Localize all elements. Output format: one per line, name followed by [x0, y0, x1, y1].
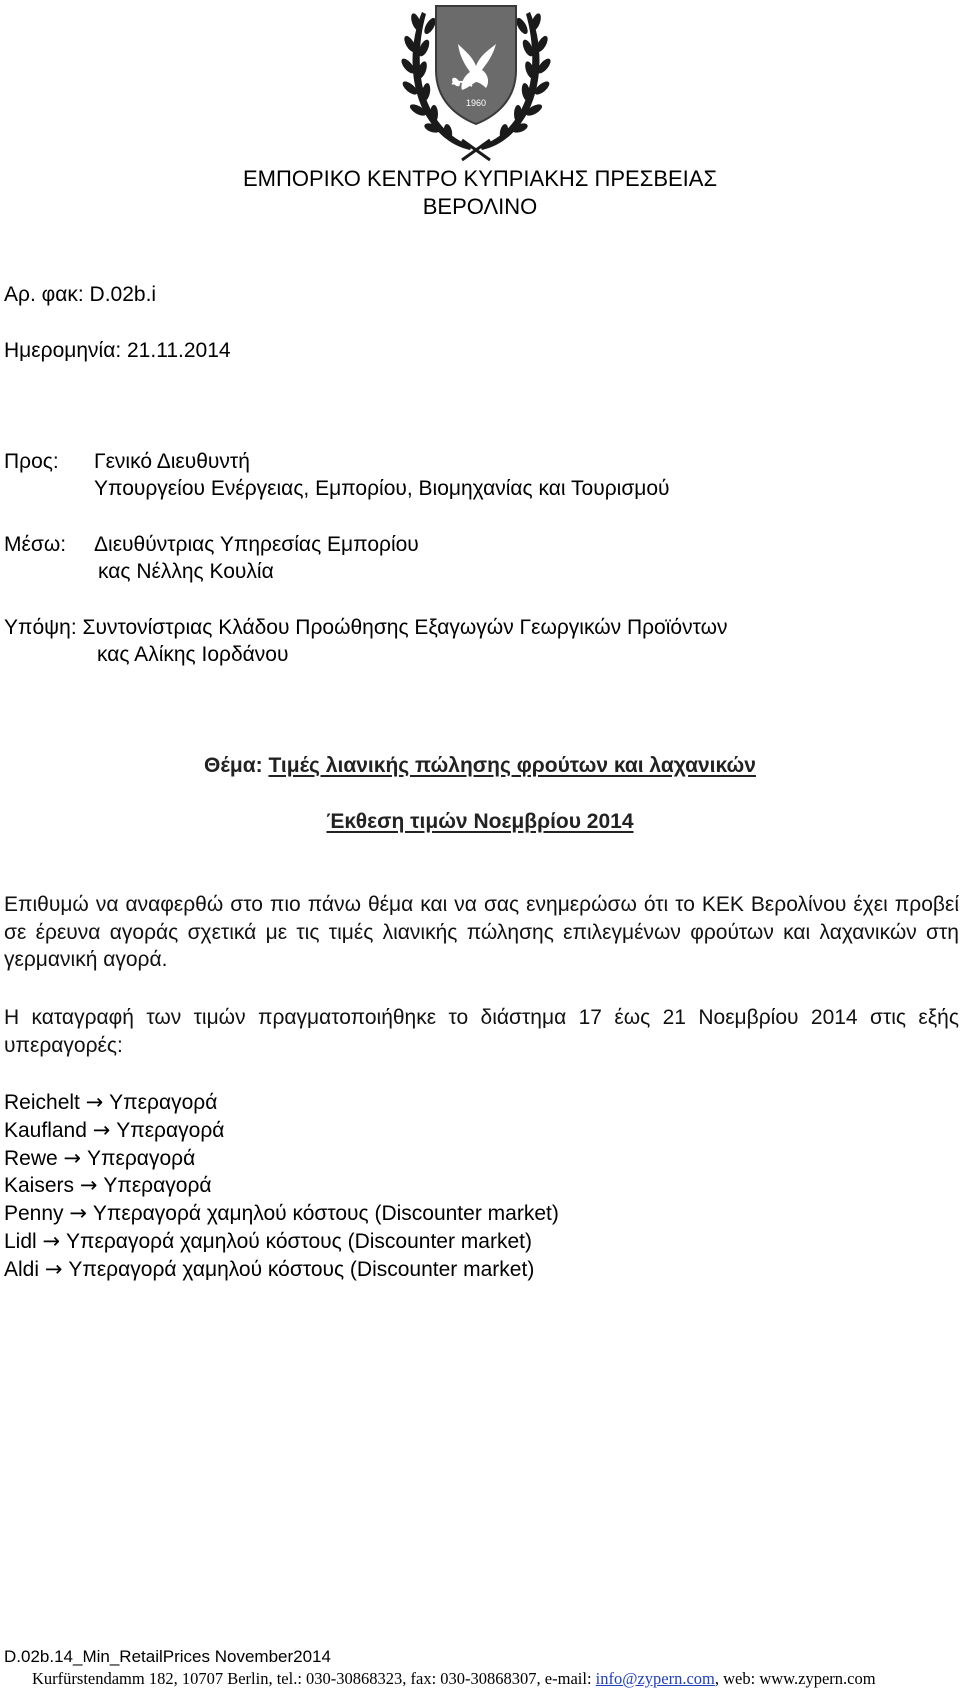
market-list	[4, 1089, 559, 1284]
report-heading	[0, 810, 960, 834]
org-title-line2: ΒΕΡΟΛΙΝΟ	[422, 194, 538, 219]
footer-address: Kurfürstendamm 182, 10707 Berlin, tel.: 030-30868323, fax: 030-30868307, e-mail: info@zypern.com, web: www.zypern.com	[32, 1669, 876, 1688]
list-item: Penny → Υπεραγορά χαμηλού κόστους (Discounter market)	[4, 1201, 559, 1226]
arrow-right-icon: →	[42, 1228, 61, 1253]
cyprus-coat-of-arms-icon	[392, 0, 560, 162]
arrow-right-icon: →	[79, 1173, 98, 1198]
list-item: Rewe → Υπεραγορά	[4, 1145, 196, 1170]
org-title-line1: ΕΜΠΟΡΙΚΟ ΚΕΝΤΡΟ ΚΥΠΡΙΑΚΗΣ ΠΡΕΣΒΕΙΑΣ	[242, 166, 718, 191]
list-item: Aldi → Υπεραγορά χαμηλού κόστους (Discounter market)	[4, 1256, 535, 1281]
attention-line1: Υπόψη: Συντονίστριας Κλάδου Προώθησης Εξαγωγών Γεωργικών Προϊόντων	[4, 616, 728, 639]
document-date: Ημερομηνία: 21.11.2014	[4, 339, 231, 362]
via-label: Μέσω:	[4, 533, 67, 556]
arrow-right-icon: →	[85, 1090, 104, 1114]
arrow-right-icon: →	[92, 1117, 111, 1142]
subject-title: Τιμές λιανικής πώλησης φρούτων και λαχανικών	[268, 754, 756, 777]
emblem-year: 1960	[465, 98, 487, 108]
arrow-right-icon: →	[69, 1201, 87, 1226]
via-line1: Διευθύντριας Υπηρεσίας Εμπορίου	[94, 533, 419, 556]
via-line2: κας Νέλλης Κουλία	[98, 560, 274, 583]
list-item: Kaisers → Υπεραγορά	[4, 1173, 212, 1198]
web-link[interactable]: www.zypern.com	[759, 1669, 876, 1688]
subject-label: Θέμα:	[204, 754, 263, 777]
list-item: Reichelt → Υπεραγορά	[4, 1090, 218, 1114]
attention-line2: κας Αλίκης Ιορδάνου	[97, 643, 289, 666]
subject-heading	[0, 754, 960, 778]
body-paragraph-1: Επιθυμώ να αναφερθώ στο πιο πάνω θέμα και να σας ενημερώσω ότι το ΚΕΚ Βερολίνου έχει προβεί σε έρευνα αγοράς σχετικά με τις τιμές λιανικής πώλησης επιλεγμένων φρούτων και λαχανικών στη γερμανική αγορά.	[4, 893, 959, 971]
file-reference: Αρ. φακ: D.02b.i	[4, 283, 157, 306]
arrow-right-icon: →	[44, 1256, 63, 1281]
to-label: Προς:	[4, 450, 59, 473]
list-item: Kaufland → Υπεραγορά	[4, 1117, 225, 1142]
body-paragraph-2: Η καταγραφή των τιμών πραγματοποιήθηκε το διάστημα 17 έως 21 Νοεμβρίου 2014 στις εξής υπεραγορές:	[4, 1006, 959, 1057]
footer-doc-code: D.02b.14_Min_RetailPrices November2014	[4, 1647, 331, 1666]
to-line2: Υπουργείου Ενέργειας, Εμπορίου, Βιομηχανίας και Τουρισμού	[94, 477, 670, 500]
arrow-right-icon: →	[63, 1145, 82, 1170]
list-item: Lidl → Υπεραγορά χαμηλού κόστους (Discounter market)	[4, 1228, 532, 1253]
email-link[interactable]: info@zypern.com	[595, 1669, 715, 1688]
to-line1: Γενικό Διευθυντή	[94, 450, 250, 473]
report-title: Έκθεση τιμών Νοεμβρίου 2014	[326, 810, 634, 833]
